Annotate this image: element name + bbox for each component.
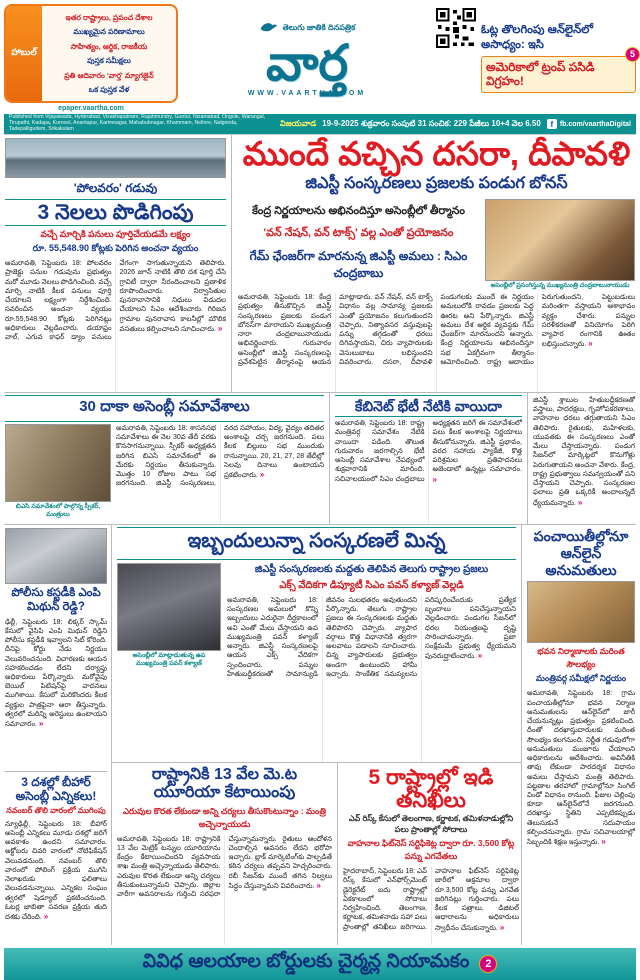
lead-headline: ముందే వచ్చిన దసరా, దీపావళి	[242, 135, 631, 172]
top-story-row	[4, 134, 636, 392]
story-body	[116, 424, 324, 524]
story-body-text: జిఎస్టీ శ్లాబుల హేతుబద్ధీకరణతో వస్త్రాలు, పాదరక్షలు, గృహోపకరణాలు, వాహనాల ధరలు తగ్గుతాయని సిఎం తెలిపారు. రైతులకు, మహిళలకు, యువతకు ఈ సంస్కరణలు ఎంతో మేలు చేస్తాయన్నారు. పండుగ సీజన్‌లో మార్కెట్లలో కొనుగోళ్లు పెరుగుతాయని అంచనా వేశారు. కేంద్ర, రాష్ట్ర ప్రభుత్వాలు సమన్వయంతో పని చేస్తాయని చెప్పారు. సంస్కరణల ఫలాలు ప్రతి ఒక్కరికీ అందాలన్నదే ధ్యేయమన్నారు.	[533, 397, 635, 507]
promo-line: ముఖ్యమైన పరిణామాలు	[73, 27, 145, 37]
lead-story-continuation	[528, 393, 636, 524]
qr-code-icon	[436, 8, 476, 48]
lead-bullet: 'వన్ నేషన్, వన్ టాక్స్' వల్ల ఎంతో ప్రయోజనం	[263, 226, 454, 239]
story-body-text: అమరావతి, సెప్టెంబరు 18: రాష్ట్రానికి 13 వేల మెట్రిక్ టన్నుల యూరియాను కేంద్రం కేటాయించిందని వ్యవసాయ శాఖ మంత్రి అచ్చెన్నాయుడు తెలిపారు. ఎరువుల కొరత లేకుండా అన్ని చర్యలు తీసుకుంటున్నామని చెప్పారు. జిల్లాల వారీగా అవసరాలను గుర్తించి సరఫరా చేస్తున్నామన్నారు. రైతులు ఆందోళన చెందాల్సిన అవసరం లేదని భరోసా ఇచ్చారు. బ్లాక్ మార్కెటింగ్‌కు పాల్పడితే కఠిన చర్యలు తప్పవని హెచ్చరించారు. రబీ సీజన్‌కు ముందే తగిన నిల్వలు సిద్ధం చేస్తున్నామని వివరించారు.	[117, 835, 332, 899]
masthead	[4, 4, 636, 112]
story-headline: పంచాయితీల్లోనూ ఆన్‌లైన్ అనుమతులు	[533, 528, 629, 578]
photo-caption: బిఎసి సమావేశంలో పాల్గొన్న స్పీకర్, మంత్రులు	[15, 503, 101, 518]
promo-brand-label: హాబుల్	[6, 6, 42, 101]
story-headline: పోలీసు కస్టడీకి ఎంపి మిథున్ రెడ్డి?	[11, 587, 101, 613]
promo-line: పుస్తక సమీక్షలు	[87, 56, 131, 66]
story-headline: 3 నెలలు పొడిగింపు	[5, 199, 226, 226]
story-deck: జిఎస్టీ సంస్కరణలకు మద్దతు తెలిపిన తెలుగు రాష్ట్రాల ప్రజలు	[254, 564, 489, 575]
story-urea-allocation	[112, 763, 338, 945]
cm-chandrababu-photo	[485, 199, 635, 281]
page-number-badge[interactable]: 2	[479, 955, 497, 973]
story-body-text: హైదరాబాద్, సెప్టెంబరు 18: ఎవ్ రిస్క్ కేసులో ఎన్‌ఫోర్స్‌మెంట్ డైరెక్టరేట్ ఐదు రాష్ట్రాల్లో ఏకకాలంలో సోదాలు నిర్వహించింది. తెలంగాణ, కర్ణాటక, తమిళనాడు సహా పలు ప్రాంతాల్లో తనిఖీలు జరిగాయి. వాహనాల ఫిట్‌నెస్ సర్టిఫికెట్ల జారీలో అక్రమాల ద్వారా రూ.3,500 కోట్ల పన్ను ఎగవేత జరిగినట్లు గుర్తించారు. పలు కీలక పత్రాలు, డిజిటల్ ఆధారాలను అధికారులు స్వాధీనం చేసుకున్నారు.	[343, 868, 519, 932]
strip-headline: వివిధ ఆలయాల బోర్డులకు చైర్మన్ల నియామకం	[142, 951, 470, 972]
continuation-mark: »	[601, 837, 606, 847]
epaper-url-link[interactable]: epaper.vaartha.com	[58, 105, 124, 112]
story-deck: ఎవ్ రిస్క్ కేసులో తెలంగాణ, కర్ణాటక, తమిళనాడుల్లోని పలు ప్రాంతాల్లో సోదాలు	[348, 814, 514, 835]
story-kicker: 'పోలవరం' గడువు	[73, 181, 158, 195]
continuation-mark: »	[43, 912, 49, 922]
lower-story-row	[4, 524, 636, 945]
promo-line: ఇతర రాష్ట్రాలు, ప్రపంచ దేశాల	[65, 12, 153, 22]
mithun-reddy-photo	[5, 528, 107, 584]
promo-line: ప్రతి ఆదివారం 'వార్త' మ్యాగజైన్	[64, 70, 154, 80]
story-body	[343, 867, 519, 945]
story-ed-raids	[338, 763, 521, 945]
story-body-text: అమరావతి, సెప్టెంబరు 18: శాసనసభ సమావేశాలు ఈ నెల 30వ తేదీ వరకు కొనసాగనున్నాయి. స్పీకర్ అధ్యక్షతన జరిగిన బిఎసి సమావేశంలో ఈ మేరకు నిర్ణయం తీసుకున్నారు. మొత్తం 10 రోజుల పాటు సభ జరగనుంది. జిఎస్టీ సంస్కరణలు, వరద సహాయం, విద్య, వైద్యం తదితర అంశాలపై చర్చ జరగనుంది. పలు కీలక బిల్లులు సభ ముందుకు రానున్నాయి. 20, 21, 27, 28 తేదీల్లో సెలవు దినాలు ఉంటాయని ప్రకటించారు.	[116, 425, 324, 488]
bottom-teaser-strip	[4, 948, 636, 980]
continuation-mark: »	[499, 922, 505, 932]
story-deck: వచ్చే మార్చికి పనులు పూర్తిచేయడమే లక్ష్యం	[40, 229, 191, 240]
teaser-headline-trump: అమెరికాలో ట్రంప్ పసిడి విగ్రహం!	[481, 56, 636, 93]
masthead-left	[4, 4, 178, 112]
story-deck: ఎక్స్ వేదికగా డిప్యూటీ సిఎం పవన్ కళ్యాణ్ వెల్లడి	[279, 580, 464, 591]
story-headline: 30 దాకా అసెంబ్లీ సమావేశాలు	[5, 395, 324, 422]
story-deck: భవన నిర్మాణాలకు మరింత సౌలభ్యం	[537, 646, 625, 670]
story-polavaram	[4, 135, 232, 392]
story-deck: ఎరువుల కొరత లేకుండా అన్ని చర్యలు తీసుకొంటున్నాం : మంత్రి అచ్చెన్నాయుడు	[123, 805, 326, 829]
masthead-right-promos	[436, 4, 636, 112]
story-body-text: ఢిల్లీ, సెప్టెంబరు 18: లిక్కర్ స్కామ్ కేసులో వైసిపి ఎంపి మిథున్ రెడ్డిని పోలీసు కస్టడీకి ఇవ్వాలని సిట్ కోరింది. దీనిపై కోర్టు నేడు నిర్ణయం వెలువరించనుంది. విచారణకు ఆయన సహకరించడం లేదని దర్యాప్తు అధికారులు పేర్కొన్నారు. మరోవైపు బెయిల్ పిటిషన్‌పై వాదనలు ముగిశాయి. కేసులో మరికొందరు కీలక వ్యక్తుల పాత్రపైనా ఆరా తీస్తున్నారు. త్వరలో మరిన్ని అరెస్టులు ఉంటాయని సమాచారం.	[5, 618, 107, 729]
story-body-text: అమరావతి, సెప్టెంబరు 18: పోలవరం ప్రాజెక్టు పనుల గడువును ప్రభుత్వం మరో మూడు నెలలు పొడిగించింది. వచ్చే మార్చి నాటికి కీలక పనులు పూర్తి చేయాలని లక్ష్యంగా నిర్దేశించింది. సవరించిన అంచనా వ్యయం రూ.55,548.90 కోట్లకు పెరిగినట్లు అధికారులు వెల్లడించారు. డయాఫ్రం వాల్, ఎగువ కాఫర్ డ్యాం పనులు వేగంగా సాగుతున్నాయని తెలిపారు. 2026 జూన్ నాటికి తొలి దశ పూర్తి చేసి గ్రావిటీ ద్వారా నీరందించాలని ప్రణాళిక రూపొందించారు. నిర్వాసితుల పునరావాసానికి నిధులు విడుదల చేయాలని సిఎం ఆదేశించారు. గిరిజన గ్రామాల పునరావాస కాలనీల్లో మౌలిక వసతులు కల్పించాలని సూచించారు.	[5, 260, 226, 341]
continuation-mark: »	[432, 474, 437, 484]
story-bihar-elections	[5, 772, 107, 945]
continuation-mark: »	[259, 470, 265, 480]
teaser-headline-ec: ఓట్ల తొలగింపు ఆన్‌లైన్‌లో అసాధ్యం: ఇసి	[481, 24, 593, 51]
story-body	[5, 259, 226, 392]
logo-title: వార్త	[265, 34, 349, 91]
continuation-mark: »	[217, 323, 223, 333]
bottom-story-row	[112, 763, 521, 945]
facebook-url: fb.com/vaarthaDigital	[559, 120, 631, 128]
story-body	[117, 835, 332, 945]
story-headline: ఇబ్బందులున్నా సంస్కరణలే మిన్న	[117, 527, 516, 560]
construction-photo	[527, 581, 635, 643]
photo-caption: అసెంబ్లీలో ప్రసంగిస్తున్న ముఖ్యమంత్రి చంద్రబాబునాయుడు	[490, 281, 630, 289]
lead-bullets	[238, 199, 479, 290]
lead-bullet: గేమ్ ఛేంజర్‌గా మారనున్న జిఎస్టీ అమలు : సిఎం చంద్రబాబు	[249, 248, 468, 280]
logo-tagline: తెలుగు జాతికి దినపత్రిక	[282, 23, 356, 32]
story-body-text: అమరావతి, సెప్టెంబరు 18: సంస్కరణల అమలులో కొన్ని ఇబ్బందులు ఎదురైనా దీర్ఘకాలంలో అవి ఎంతో మేలు చేస్తాయని ఉప ముఖ్యమంత్రి పవన్ కళ్యాణ్ అన్నారు. జిఎస్టీ సంస్కరణలపై ఆయన ఎక్స్ వేదికగా స్పందించారు. పన్నుల హేతుబద్ధీకరణతో సామాన్యుడి జీవనం సులభతరం అవుతుందని పేర్కొన్నారు. తెలుగు రాష్ట్రాల ప్రజలు ఈ సంస్కరణలకు మద్దతు తెలిపారని చెప్పారు. వ్యాపార వర్గాలు కొత్త విధానానికి త్వరగా అలవాటు పడాలని సూచించారు. చిన్న వ్యాపారులకు ప్రభుత్వం అండగా ఉంటుందని హామీ ఇచ్చారు. సాంకేతిక సమస్యలను పరిష్కరించేందుకు ప్రత్యేక బృందాలు పనిచేస్తున్నాయని వెల్లడించారు. పండుగల సీజన్‌లో ధరల నియంత్రణపై దృష్టి సారించామన్నారు. ప్రజా సంక్షేమమే ప్రభుత్వ ధ్యేయమని పునరుద్ఘాటించారు.	[227, 597, 516, 678]
story-body-text: అమరావతి, సెప్టెంబరు 18: రాష్ట్ర మంత్రివర్గ సమావేశం నేటికి వాయిదా పడింది. తొలుత గురువారం జరగాల్సిన భేటీ అసెంబ్లీ సమావేశాల నేపథ్యంలో శుక్రవారానికి మారింది. సచివాలయంలో సిఎం చంద్రబాబు అధ్యక్షతన జరిగే ఈ సమావేశంలో పలు కీలక అంశాలపై నిర్ణయాలు తీసుకోనున్నారు. జిఎస్టీ ప్రభావం, వరద సహాయ ప్యాకేజీ, కొత్త పరిశ్రమల ప్రతిపాదనలు అజెండాలో ఉన్నట్లు సమాచారం.	[335, 420, 522, 483]
story-headline: రాష్ట్రానికి 13 వేల మె.ట యూరియా కేటాయింపు	[151, 766, 298, 802]
story-body	[5, 618, 107, 771]
social-link[interactable]	[547, 119, 631, 129]
continuation-mark: »	[316, 880, 321, 890]
story-headline: కేబినెట్ భేటీ నేటికి వాయిదా	[335, 395, 522, 417]
middle-column	[112, 525, 522, 945]
logo-url[interactable]: WWW.VAARTHA.COM	[247, 89, 367, 97]
promo-line: సాహిత్యం, ఆర్థిక, రాజకీయ	[70, 41, 148, 51]
story-body	[238, 293, 635, 392]
story-body	[5, 820, 107, 945]
story-deck: మంత్రివర్గ సమీక్షలో నిర్ణయం	[535, 673, 627, 684]
right-column	[522, 525, 636, 945]
photo-caption: అసెంబ్లీలో మాట్లాడుతున్న ఉప ముఖ్యమంత్రి పవన్ కళ్యాణ్	[132, 652, 206, 667]
lead-bullet: కేంద్ర నిర్ణయాలను అభినందిస్తూ అసెంబ్లీలో తీర్మానం	[252, 204, 465, 217]
story-body-text: న్యూఢిల్లీ, సెప్టెంబరు 18: బీహార్ అసెంబ్లీ ఎన్నికలు మూడు దశల్లో జరిగే అవకాశం ఉందని సమాచారం. అక్టోబరు చివరి వారంలో నోటిఫికేషన్ వెలువడనుంది. నవంబర్ తొలి వారంలో పోలింగ్ ప్రక్రియ ముగిసి నెలాఖరుకు ఫలితాలు వెలువడనున్నాయి. ఎన్నికల సంఘం త్వరలో షెడ్యూల్ ప్రకటించనుంది. ఓటర్ల జాబితా సవరణ ప్రక్రియ తుది దశకు చేరింది.	[5, 820, 107, 922]
published-from-text: Published from Vijayawada, Hyderabad, Visakhapatnam, Rajahmundry, Guntur, Nizamabad, Ongole, Warangal, Tirupathi, Kadapa, Kurnool, Anantapur, Karimnagar, Mahabubnagar, Khammam, Nellore, Nalgonda, Tadepalligudem, Srikakulam	[9, 114, 266, 132]
continuation-mark: »	[577, 497, 583, 507]
story-deck: రూ. 55,548.90 కోట్లకు పెరిగిన అంచనా వ్యయం	[32, 243, 199, 254]
story-body	[227, 596, 516, 762]
story-headline: 3 దశల్లో బీహార్ అసెంబ్లీ ఎన్నికలు!	[15, 775, 97, 804]
story-headline: 5 రాష్ట్రాల్లో ఇడి తనిఖీలు	[368, 766, 494, 813]
story-panchayat-online	[527, 528, 635, 945]
newspaper-logo	[184, 4, 430, 112]
second-story-row	[4, 392, 636, 524]
story-assembly-sessions	[4, 393, 330, 524]
story-body-text: అమరావతి, సెప్టెంబరు 18: గ్రామ పంచాయతీల్లోనూ భవన నిర్మాణ అనుమతులను ఆన్‌లైన్‌లో జారీ చేయనున్నట్లు ప్రభుత్వం ప్రకటించింది. దీంతో దరఖాస్తుదారులకు మరింత సౌలభ్యం కలగనుంది. నిర్ణీత గడువులోగా అనుమతులు మంజూరు చేయాలని అధికారులను ఆదేశించారు. అవినీతికి తావు లేకుండా పారదర్శక విధానం అమలు చేస్తామని మంత్రి తెలిపారు. పట్టణాల తరహాలో గ్రామాల్లోనూ సింగిల్ విండో విధానం రానుంది. ఫీజుల చెల్లింపు కూడా ఆన్‌లైన్‌లోనే జరగనుంది. దరఖాస్తు స్థితిని ఎప్పటికప్పుడు తెలుసుకునే సదుపాయం కల్పించనున్నారు. గ్రామ సచివాలయాల్లో సిబ్బందికి శిక్షణ ఇస్తున్నారు.	[527, 690, 635, 847]
bac-meeting-photo	[5, 424, 111, 502]
continuation-mark: »	[588, 339, 593, 349]
page-number-badge[interactable]: 5	[625, 47, 640, 62]
magazine-promo-box	[4, 4, 178, 103]
story-pawan-reforms	[112, 525, 521, 763]
polavaram-project-photo	[5, 138, 226, 178]
left-column	[4, 525, 112, 945]
date-info: 19-9-2025 శుక్రవారం సంపుటి 31 సంచిక: 229 పేజీలు 10+4 వెల 6.50	[322, 118, 541, 128]
edition-label: విజయవాడ	[280, 118, 317, 128]
story-deck: వాహనాల ఫిట్‌నెస్ సర్టిఫికెట్ల ద్వారా రూ. 3,500 కోట్ల పన్ను ఎగవేతలు	[347, 838, 515, 862]
lead-subheadline: జిఎస్టీ సంస్కరణలు ప్రజలకు పండుగ బోనస్	[305, 174, 568, 192]
story-deck: నవంబర్ తొలి వారంలో ముగింపు	[6, 805, 106, 815]
promo-line: ఒక పుస్తక వేళ	[88, 85, 130, 95]
facebook-icon: f	[547, 119, 557, 129]
continuation-mark: »	[477, 651, 483, 661]
story-body	[533, 396, 635, 524]
story-lead-gst	[232, 135, 636, 392]
story-cabinet-meeting	[330, 393, 528, 524]
continuation-mark: »	[38, 719, 44, 729]
story-mithun-reddy	[5, 528, 107, 772]
story-body	[335, 419, 522, 524]
promo-lines	[42, 6, 176, 101]
dateline-bar	[4, 114, 636, 134]
story-body	[527, 689, 635, 945]
story-body-text: అమరావతి, సెప్టెంబరు 18: కేంద్ర ప్రభుత్వం తీసుకొచ్చిన జిఎస్టీ సంస్కరణలు ప్రజలకు పండుగ బోనస్‌గా మారాయని ముఖ్యమంత్రి నారా చంద్రబాబునాయుడు అభివర్ణించారు. గురువారం అసెంబ్లీలో జిఎస్టీ సంస్కరణలపై ప్రవేశపెట్టిన తీర్మానంపై ఆయన మాట్లాడారు. వన్ నేషన్, వన్ టాక్స్ విధానం వల్ల సామాన్య ప్రజలకు ఎంతో ప్రయోజనం కలుగుతుందని చెప్పారు. నిత్యావసర వస్తువులపై పన్ను తగ్గడంతో ధరలు దిగివస్తాయని, చిరు వ్యాపారులకు వెసులుబాటు లభిస్తుందని వివరించారు. దసరా, దీపావళి పండుగలకు ముందే ఈ నిర్ణయం అమలులోకి రావడం ప్రజలకు పెద్ద ఊరట అని పేర్కొన్నారు. జిఎస్టీ అమలు దేశ ఆర్థిక వ్యవస్థకు గేమ్ ఛేంజర్‌గా మారనుందని అన్నారు. కేంద్ర నిర్ణయాలను అభినందిస్తూ సభ ఏకగ్రీవంగా తీర్మానం ఆమోదించింది. రాష్ట్ర ఆదాయం పెరుగుతుందని, పెట్టుబడులు మరింతగా వస్తాయని ఆశాభావం వ్యక్తం చేశారు. పన్నుల సరళీకరణతో వినియోగం పెరిగి వ్యాపార రంగానికి ఊతం లభిస్తుందన్నారు.	[238, 294, 635, 366]
pawan-kalyan-photo	[117, 563, 221, 651]
